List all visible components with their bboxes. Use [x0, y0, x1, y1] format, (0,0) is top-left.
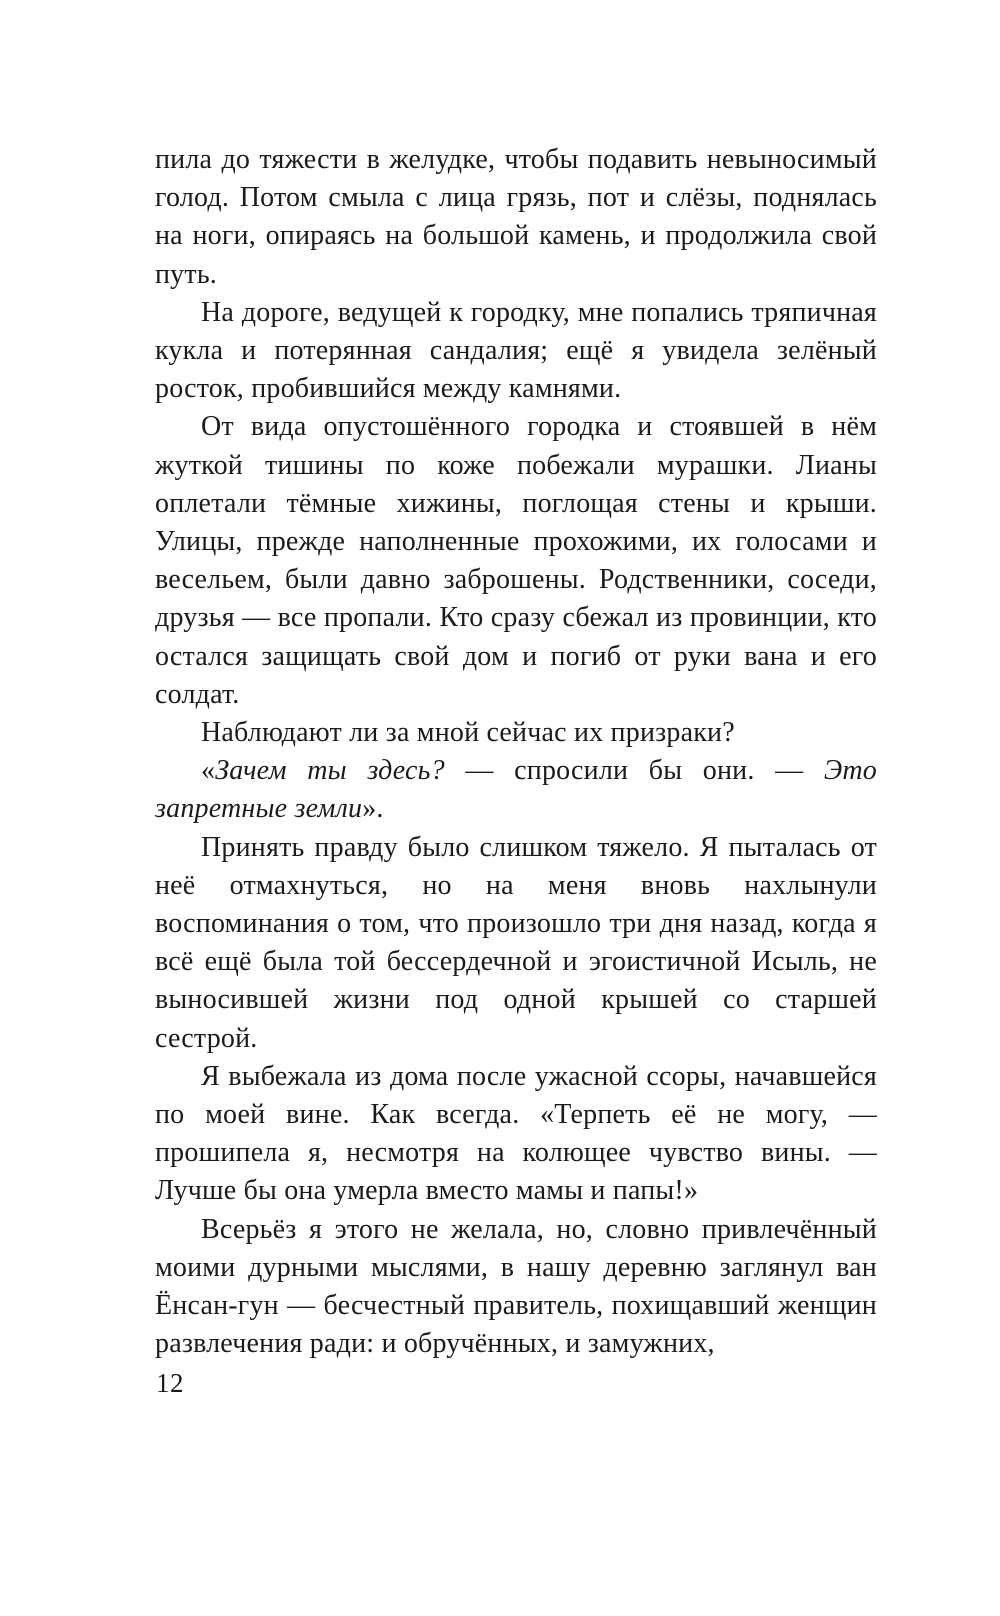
paragraph-ghosts-question: Наблюдают ли за мной сейчас их призраки? — [201, 717, 735, 749]
paragraph-continuation: пила до тяжести в желудке, чтобы подавить невыносимый голод. Потом смыла с лица грязь, пот и слёзы, поднялась на ноги, опираясь на большой камень, и продолжила свой путь. — [155, 144, 877, 290]
page-number: 12 — [156, 1368, 184, 1398]
quote-italic-segment-2: Это запретные земли — [155, 755, 877, 825]
paragraph-road: На дороге, ведущей к городку, мне попались тряпичная кукла и потерянная сандалия; ещё я увидела зелёный росток, пробившийся между камнями. — [155, 296, 877, 405]
quote-roman-segment: — спросили бы они. — — [444, 755, 824, 787]
paragraph-argument: Я выбежала из дома после ужасной ссоры, начавшейся по моей вине. Как всегда. «Терпеть её не могу, — прошипела я, несмотря на колющее чувство вины. — Лучше бы она умерла вместо мамы и папы!» — [155, 1060, 877, 1207]
quote-close-mark: ». — [362, 793, 384, 825]
paragraph-quote — [155, 752, 877, 828]
paragraph-memories: Принять правду было слишком тяжело. Я пыталась от неё отмахнуться, но на меня вновь нахлынули воспоминания о том, что произошло три дня назад, когда я всё ещё была той бессердечной и эгоистичной Исыль, не выносившей жизни под одной крышей со старшей сестрой. — [155, 831, 877, 1054]
paragraph-town: От вида опустошённого городка и стоявшей в нём жуткой тишины по коже побежали мурашки. Лианы оплетали тёмные хижины, поглощая стены и крыши. Улицы, прежде наполненные прохожими, их голосами и весельем, были давно заброшены. Родственники, соседи, друзья — все пропали. Кто сразу сбежал из провинции, кто остался защищать свой дом и погиб от руки вана и его солдат. — [155, 411, 877, 710]
paragraph-van-yonsan: Всерьёз я этого не желала, но, словно привлечённый моими дурными мыслями, в нашу деревню заглянул ван Ёнсан-гун — бесчестный правитель, похищавший женщин развлечения ради: и обручённых, и замужних, — [155, 1213, 877, 1360]
quote-open-mark: « — [201, 755, 216, 787]
text-block — [155, 141, 877, 1364]
quote-italic-segment-1: Зачем ты здесь? — [215, 755, 445, 787]
